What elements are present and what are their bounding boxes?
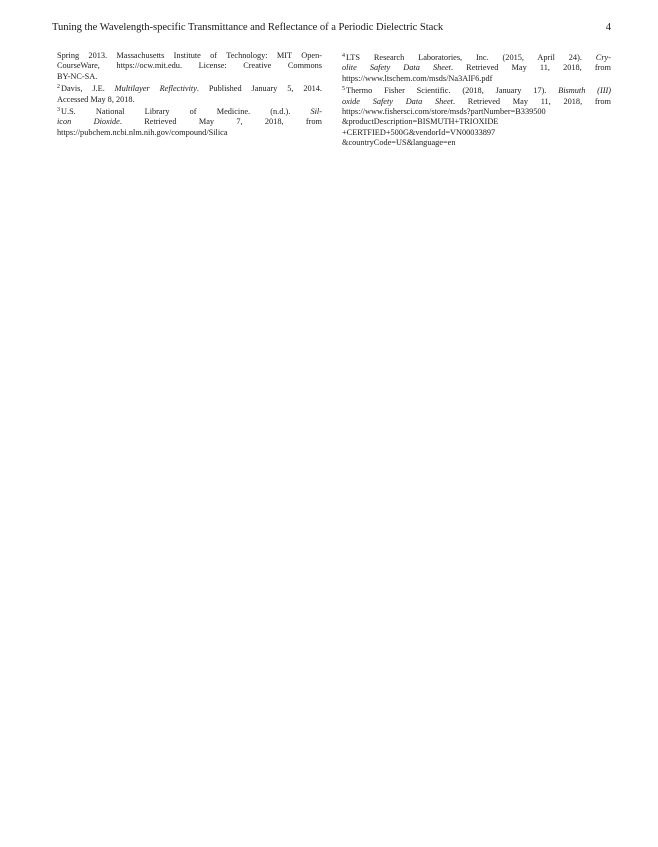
reference-number: 2 (57, 84, 60, 91)
reference-line: BY-NC-SA. (57, 71, 98, 81)
reference-url: https://www.ltschem.com/msds/Na3AlF6.pdf (342, 73, 493, 83)
page-number: 4 (605, 22, 611, 33)
reference-3 (57, 105, 322, 138)
reference-url: +CERTFIED+500G&vendorId=VN00033897 (342, 127, 496, 137)
reference-title: Bismuth (III) (558, 86, 612, 96)
reference-title: Multilayer Reflectivity (114, 84, 197, 94)
running-header (52, 22, 611, 33)
reference-4 (342, 51, 611, 84)
reference-1-continued (57, 51, 322, 82)
reference-url: https://www.fishersci.com/store/msds?partNumber=B339500 (342, 107, 546, 117)
references-column-left (57, 51, 322, 138)
reference-url: &countryCode=US&language=en (342, 138, 456, 148)
reference-title: olite Safety Data Sheet (342, 63, 451, 73)
reference-detail: . Retrieved May 7, 2018, from (119, 117, 322, 127)
reference-url: https://pubchem.ncbi.nlm.nih.gov/compound/Silica (57, 127, 228, 137)
reference-author: LTS Research Laboratories, Inc. (2015, April 24). (346, 53, 596, 62)
reference-detail: . Retrieved May 11, 2018, from (450, 63, 611, 73)
reference-line: CourseWare, https://ocw.mit.edu. License: Creative Commons (57, 61, 322, 71)
page-title: Tuning the Wavelength-specific Transmittance and Reflectance of a Periodic Dielectric Stack (52, 22, 444, 33)
reference-title: Sil- (310, 107, 322, 117)
reference-number: 5 (342, 86, 345, 93)
reference-title: icon Dioxide (57, 117, 120, 127)
reference-2 (57, 82, 322, 105)
reference-title: oxide Safety Data Sheet (342, 96, 453, 106)
reference-5 (342, 84, 611, 148)
reference-author: U.S. National Library of Medicine. (n.d.). (61, 107, 311, 117)
reference-author: Davis, J.E. (61, 84, 115, 94)
reference-url: &productDescription=BISMUTH+TRIOXIDE (342, 117, 499, 127)
reference-line: Accessed May 8, 2018. (57, 94, 135, 104)
reference-title: Cry- (595, 53, 611, 62)
reference-detail: . Published January 5, 2014. (196, 84, 322, 94)
references-column-right (342, 51, 611, 149)
reference-number: 3 (57, 107, 60, 114)
reference-number: 4 (342, 53, 345, 59)
reference-line: Spring 2013. Massachusetts Institute of Technology: MIT Open- (57, 51, 322, 60)
reference-detail: . Retrieved May 11, 2018, from (452, 96, 612, 106)
reference-author: Thermo Fisher Scientific. (2018, January 17). (346, 86, 559, 96)
